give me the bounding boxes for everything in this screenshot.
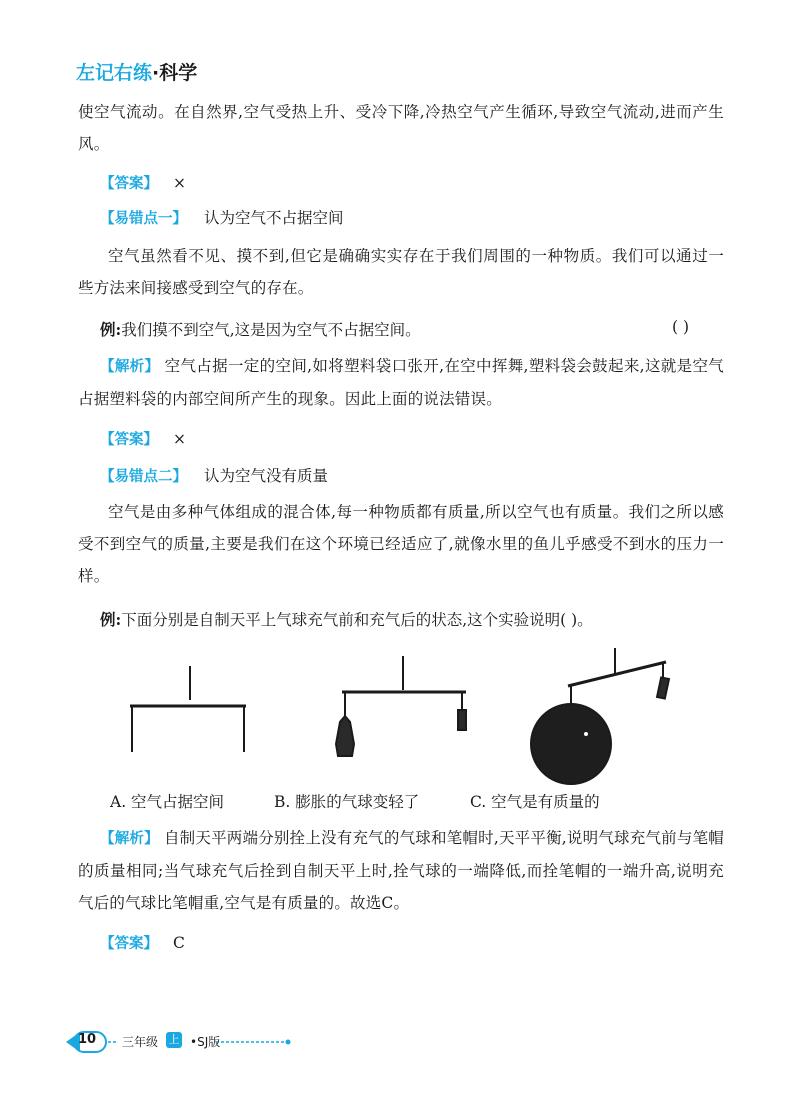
answer-value: C [172,934,185,952]
footer-decoration [66,1030,306,1054]
analysis-text: 自制天平两端分别拴上没有充气的气球和笔帽时,天平平衡,说明气球充气前与笔帽的质量相同;当气球充气后拴到自制天平上时,拴气球的一端降低,而拴笔帽的一端升高,说明充气后的气球比笔帽重,空气是有质量的。故选C。 [78,829,724,912]
error-point-2-paragraph: 空气是由多种气体组成的混合体,每一种物质都有质量,所以空气也有质量。我们之所以感受不到空气的质量,主要是我们在这个环境已经适应了,就像水里的鱼儿乎感受不到水的压力一样。 [78,503,724,585]
answer-3 [100,932,185,953]
balance-figures [120,648,700,788]
brand-title: 左记右练 [76,62,153,84]
error-point-1-paragraph: 空气虽然看不见、摸不到,但它是确确实实存在于我们周围的一种物质。我们可以通过一些方法来间接感受到空气的存在。 [78,247,724,297]
error-point-2 [100,464,328,486]
error-point-title: 认为空气不占据空间 [203,209,344,227]
analysis-text: 空气占据一定的空间,如将塑料袋口张开,在空中挥舞,塑料袋会鼓起来,这就是空气占据塑料袋的内部空间所产生的现象。因此上面的说法错误。 [78,357,724,408]
version-label: •SJ版 [190,1035,221,1049]
example-2 [100,608,593,630]
subject-title: 科学 [159,62,198,84]
example-1 [100,318,421,340]
balance-inflated-balloon-figure [531,648,669,784]
error-point-1 [100,206,343,228]
grade-label: 三年级 [122,1035,159,1049]
answer-blank: ( ) [672,318,690,336]
option-a: A. 空气占据空间 [110,793,225,811]
intro-continuation: 使空气流动。在自然界,空气受热上升、受冷下降,冷热空气产生循环,导致空气流动,进而产生风。 [78,103,724,153]
answer-tag: 【答案】 [100,176,158,192]
example-label: 例: [100,610,122,629]
semester-badge: 上 [166,1032,182,1048]
page-number: 10 [78,1032,97,1047]
error-point-tag: 【易错点二】 [100,469,187,485]
balance-empty-figure [130,666,246,752]
answer-value: × [172,174,186,192]
analysis-tag: 【解析】 [100,831,159,847]
option-c: C. 空气是有质量的 [470,793,600,811]
error-point-title: 认为空气没有质量 [203,467,328,485]
answer-tag: 【答案】 [100,432,158,448]
error-point-tag: 【易错点一】 [100,211,187,227]
analysis-2 [78,822,724,919]
answer-1 [100,172,186,193]
header-dot: · [152,62,160,84]
analysis-tag: 【解析】 [100,359,160,375]
answer-value: × [172,430,186,448]
page-header [76,58,197,85]
example-text: 我们摸不到空气,这是因为空气不占据空间。 [121,321,421,339]
balance-deflated-balloon-figure [336,656,466,756]
example-label: 例: [100,320,122,339]
analysis-1 [78,350,724,415]
example-text: 下面分别是自制天平上气球充气前和充气后的状态,这个实验说明( )。 [121,611,593,629]
answer-2 [100,428,186,449]
page-footer [66,1030,306,1054]
answer-tag: 【答案】 [100,936,158,952]
option-b: B. 膨胀的气球变轻了 [274,793,420,811]
